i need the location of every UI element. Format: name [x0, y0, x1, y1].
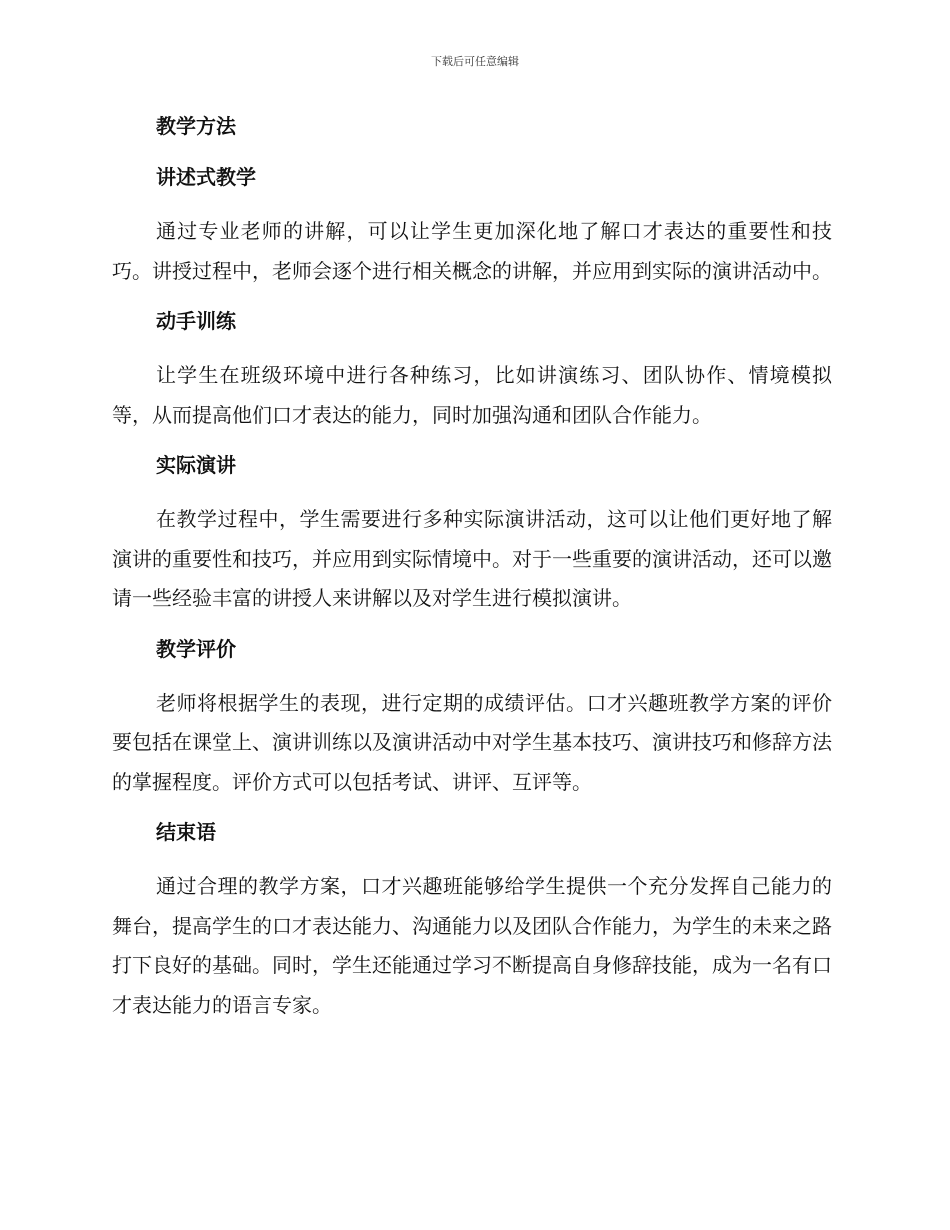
- heading-teaching-evaluation: 教学评价: [156, 636, 236, 661]
- paragraph-conclusion: 通过合理的教学方案，口才兴趣班能够给学生提供一个充分发挥自己能力的舞台，提高学生的口才表达能力、沟通能力以及团队合作能力，为学生的未来之路打下良好的基础。同时，学生还能通过学习不断提高自身修辞技能，成为一名有口才表达能力的语言专家。: [112, 874, 832, 1017]
- heading-practical-speech: 实际演讲: [156, 453, 236, 477]
- paragraph-lecture-teaching: 通过专业老师的讲解，可以让学生更加深化地了解口才表达的重要性和技巧。讲授过程中，老师会逐个进行相关概念的讲解，并应用到实际的演讲活动中。: [112, 219, 832, 283]
- heading-lecture-teaching: 讲述式教学: [156, 165, 256, 189]
- paragraph-practical-speech: 在教学过程中，学生需要进行多种实际演讲活动，这可以让他们更好地了解演讲的重要性和技巧，并应用到实际情境中。对于一些重要的演讲活动，还可以邀请一些经验丰富的讲授人来讲解以及对学生进行模拟演讲。: [112, 507, 832, 610]
- page-header: 下载后可任意编辑: [431, 55, 519, 68]
- paragraph-hands-on-training: 让学生在班级环境中进行各种练习，比如讲演练习、团队协作、情境模拟等，从而提高他们口才表达的能力，同时加强沟通和团队合作能力。: [112, 363, 832, 427]
- heading-hands-on-training: 动手训练: [156, 309, 236, 333]
- heading-teaching-methods: 教学方法: [156, 114, 236, 138]
- paragraph-teaching-evaluation: 老师将根据学生的表现，进行定期的成绩评估。口才兴趣班教学方案的评价要包括在课堂上、演讲训练以及演讲活动中对学生基本技巧、演讲技巧和修辞方法的掌握程度。评价方式可以包括考试、讲评、互评等。: [112, 690, 832, 794]
- document-body: [112, 110, 832, 1039]
- heading-conclusion: 结束语: [156, 820, 216, 844]
